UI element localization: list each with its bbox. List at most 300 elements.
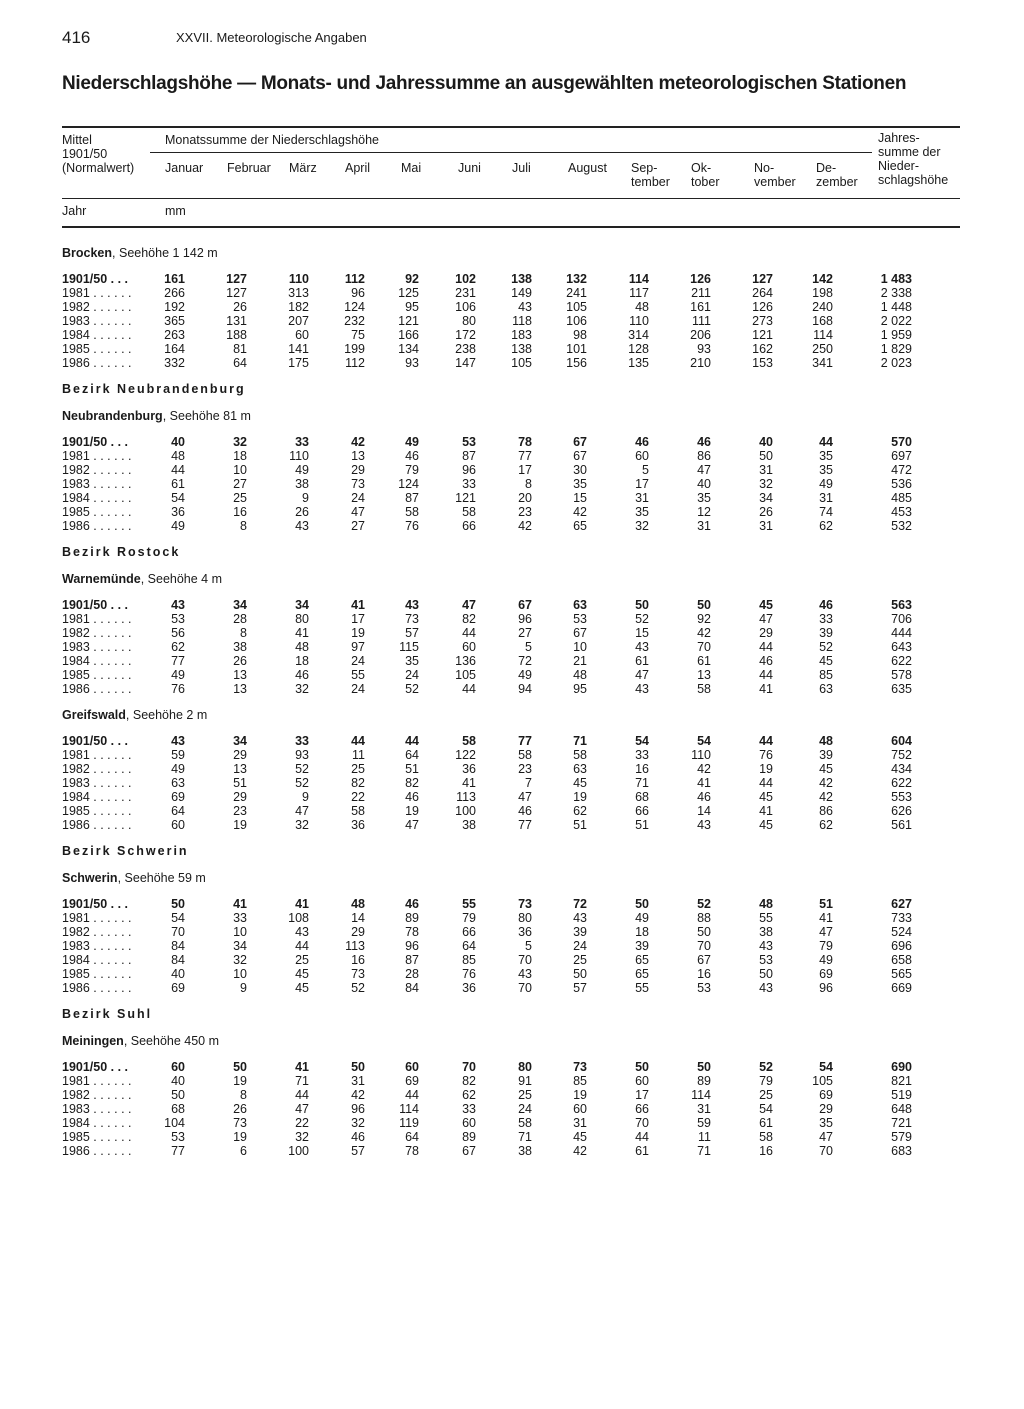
month-value-cell: 35 — [635, 505, 649, 519]
month-value-cell: 115 — [399, 640, 419, 654]
month-value-cell: 51 — [635, 818, 649, 832]
month-value-cell: 11 — [698, 1130, 711, 1144]
month-value-cell: 114 — [691, 1088, 711, 1102]
month-value-cell: 86 — [697, 449, 711, 463]
month-value-cell: 93 — [405, 356, 419, 370]
month-value-cell: 156 — [566, 356, 587, 370]
station-elevation: , Seehöhe 81 m — [162, 409, 251, 423]
month-value-cell: 79 — [405, 463, 419, 477]
annual-sum-cell: 519 — [891, 1088, 912, 1102]
station-elevation: , Seehöhe 450 m — [123, 1034, 220, 1048]
month-value-cell: 82 — [405, 776, 419, 790]
month-value-cell: 64 — [171, 804, 185, 818]
month-value-cell: 44 — [635, 1130, 649, 1144]
year-label: 1983 . . . . . . — [62, 776, 132, 790]
month-value-cell: 77 — [518, 449, 532, 463]
month-value-cell: 31 — [759, 463, 773, 477]
month-value-cell: 54 — [759, 1102, 773, 1116]
month-value-cell: 45 — [759, 598, 773, 612]
month-value-cell: 106 — [455, 300, 476, 314]
month-value-cell: 33 — [233, 911, 247, 925]
month-value-cell: 35 — [573, 477, 587, 491]
normal-value-row — [0, 598, 1024, 612]
month-value-cell: 10 — [233, 967, 247, 981]
month-value-cell: 86 — [819, 804, 833, 818]
month-value-cell: 127 — [226, 272, 247, 286]
month-value-cell: 10 — [573, 640, 587, 654]
month-value-cell: 28 — [405, 967, 419, 981]
month-value-cell: 60 — [635, 1074, 649, 1088]
month-value-cell: 49 — [171, 519, 185, 533]
month-value-cell: 135 — [628, 356, 649, 370]
month-value-cell: 114 — [628, 272, 649, 286]
year-row — [0, 626, 1024, 640]
month-value-cell: 13 — [351, 449, 365, 463]
month-value-cell: 29 — [819, 1102, 833, 1116]
month-value-cell: 341 — [812, 356, 833, 370]
annual-sum-cell: 1 829 — [880, 342, 912, 356]
year-label: 1901/50 . . . — [62, 1060, 129, 1074]
month-value-cell: 118 — [512, 314, 532, 328]
month-value-cell: 44 — [759, 668, 773, 682]
year-row — [0, 762, 1024, 776]
month-value-cell: 102 — [455, 272, 476, 286]
month-value-cell: 69 — [405, 1074, 419, 1088]
month-value-cell: 207 — [288, 314, 309, 328]
month-value-cell: 33 — [462, 477, 476, 491]
month-value-cell: 54 — [171, 491, 185, 505]
month-value-cell: 44 — [462, 682, 476, 696]
year-label: 1986 . . . . . . — [62, 356, 132, 370]
month-value-cell: 43 — [635, 640, 649, 654]
annual-label: Jahres- — [878, 131, 920, 145]
month-value-cell: 164 — [164, 342, 185, 356]
month-value-cell: 5 — [642, 463, 649, 477]
month-value-cell: 70 — [462, 1060, 476, 1074]
month-value-cell: 49 — [171, 668, 185, 682]
month-value-cell: 57 — [405, 626, 419, 640]
month-value-cell: 52 — [351, 981, 365, 995]
month-value-cell: 44 — [759, 640, 773, 654]
month-value-cell: 69 — [171, 790, 185, 804]
month-value-cell: 73 — [233, 1116, 247, 1130]
month-value-cell: 50 — [697, 598, 711, 612]
month-value-cell: 27 — [518, 626, 532, 640]
annual-sum-cell: 669 — [891, 981, 912, 995]
month-value-cell: 61 — [635, 654, 649, 668]
year-label: 1984 . . . . . . — [62, 790, 132, 804]
month-value-cell: 31 — [351, 1074, 365, 1088]
month-value-cell: 101 — [566, 342, 587, 356]
month-value-cell: 42 — [819, 790, 833, 804]
month-value-cell: 94 — [518, 682, 532, 696]
year-label: 1986 . . . . . . — [62, 519, 132, 533]
month-value-cell: 78 — [518, 435, 532, 449]
month-value-cell: 79 — [759, 1074, 773, 1088]
year-label: 1984 . . . . . . — [62, 953, 132, 967]
annual-label: Nieder- — [878, 159, 919, 173]
month-value-cell: 62 — [819, 519, 833, 533]
month-value-cell: 10 — [233, 925, 247, 939]
month-value-cell: 61 — [635, 1144, 649, 1158]
month-value-cell: 44 — [759, 734, 773, 748]
month-value-cell: 26 — [233, 300, 247, 314]
month-value-cell: 60 — [295, 328, 309, 342]
year-label: 1985 . . . . . . — [62, 505, 132, 519]
month-value-cell: 82 — [462, 612, 476, 626]
month-value-cell: 53 — [697, 981, 711, 995]
month-value-cell: 40 — [759, 435, 773, 449]
month-value-cell: 24 — [405, 668, 419, 682]
month-value-cell: 25 — [233, 491, 247, 505]
month-value-cell: 87 — [405, 491, 419, 505]
station-elevation: , Seehöhe 1 142 m — [112, 246, 218, 260]
year-row — [0, 463, 1024, 477]
month-value-cell: 65 — [635, 953, 649, 967]
month-header: Juli — [512, 161, 531, 175]
month-value-cell: 69 — [819, 1088, 833, 1102]
month-value-cell: 44 — [819, 435, 833, 449]
month-value-cell: 60 — [171, 1060, 185, 1074]
month-value-cell: 70 — [518, 981, 532, 995]
annual-sum-cell: 706 — [891, 612, 912, 626]
month-value-cell: 70 — [697, 640, 711, 654]
month-value-cell: 52 — [697, 897, 711, 911]
station-heading — [62, 409, 251, 423]
year-label: 1901/50 . . . — [62, 897, 129, 911]
month-value-cell: 95 — [405, 300, 419, 314]
year-row — [0, 1116, 1024, 1130]
month-value-cell: 332 — [164, 356, 185, 370]
month-value-cell: 96 — [819, 981, 833, 995]
month-value-cell: 43 — [573, 911, 587, 925]
year-row — [0, 1088, 1024, 1102]
month-value-cell: 16 — [697, 967, 711, 981]
month-value-cell: 132 — [566, 272, 587, 286]
month-value-cell: 50 — [635, 897, 649, 911]
month-value-cell: 71 — [518, 1130, 532, 1144]
month-value-cell: 138 — [511, 272, 532, 286]
month-value-cell: 47 — [635, 668, 649, 682]
month-value-cell: 23 — [233, 804, 247, 818]
year-row — [0, 804, 1024, 818]
year-label: 1984 . . . . . . — [62, 1116, 132, 1130]
month-value-cell: 48 — [819, 734, 833, 748]
normal-value-row — [0, 435, 1024, 449]
month-value-cell: 73 — [573, 1060, 587, 1074]
month-value-cell: 46 — [819, 598, 833, 612]
month-value-cell: 63 — [171, 776, 185, 790]
year-row — [0, 790, 1024, 804]
month-header: Ok- — [691, 161, 712, 175]
year-label: 1981 . . . . . . — [62, 911, 132, 925]
month-value-cell: 55 — [635, 981, 649, 995]
year-label: 1981 . . . . . . — [62, 286, 132, 300]
month-value-cell: 58 — [518, 1116, 532, 1130]
month-value-cell: 19 — [351, 626, 365, 640]
month-value-cell: 31 — [573, 1116, 587, 1130]
month-value-cell: 41 — [759, 682, 773, 696]
month-value-cell: 55 — [759, 911, 773, 925]
month-value-cell: 33 — [635, 748, 649, 762]
month-value-cell: 26 — [759, 505, 773, 519]
month-value-cell: 51 — [405, 762, 419, 776]
month-value-cell: 70 — [518, 953, 532, 967]
year-row — [0, 640, 1024, 654]
month-value-cell: 50 — [233, 1060, 247, 1074]
month-value-cell: 46 — [697, 790, 711, 804]
month-value-cell: 38 — [518, 1144, 532, 1158]
month-value-cell: 60 — [462, 640, 476, 654]
month-value-cell: 62 — [171, 640, 185, 654]
month-value-cell: 32 — [295, 1130, 309, 1144]
year-label: 1983 . . . . . . — [62, 1102, 132, 1116]
month-value-cell: 55 — [462, 897, 476, 911]
month-value-cell: 76 — [405, 519, 419, 533]
year-row — [0, 967, 1024, 981]
annual-sum-cell: 563 — [891, 598, 912, 612]
month-value-cell: 110 — [691, 748, 711, 762]
annual-sum-cell: 532 — [891, 519, 912, 533]
month-value-cell: 19 — [405, 804, 419, 818]
month-value-cell: 76 — [171, 682, 185, 696]
month-value-cell: 41 — [233, 897, 247, 911]
month-value-cell: 44 — [462, 626, 476, 640]
month-value-cell: 12 — [697, 505, 711, 519]
month-value-cell: 105 — [812, 1074, 833, 1088]
month-value-cell: 43 — [171, 598, 185, 612]
month-value-cell: 96 — [351, 286, 365, 300]
header-top-rule — [62, 126, 960, 128]
month-value-cell: 14 — [697, 804, 711, 818]
month-value-cell: 48 — [351, 897, 365, 911]
month-value-cell: 64 — [462, 939, 476, 953]
year-row — [0, 748, 1024, 762]
month-value-cell: 43 — [759, 939, 773, 953]
month-value-cell: 67 — [462, 1144, 476, 1158]
month-value-cell: 60 — [635, 449, 649, 463]
month-value-cell: 66 — [462, 519, 476, 533]
month-value-cell: 40 — [171, 967, 185, 981]
annual-sum-cell: 752 — [891, 748, 912, 762]
month-value-cell: 64 — [233, 356, 247, 370]
month-value-cell: 87 — [405, 953, 419, 967]
month-value-cell: 192 — [164, 300, 185, 314]
month-value-cell: 43 — [759, 981, 773, 995]
month-value-cell: 31 — [635, 491, 649, 505]
month-value-cell: 34 — [759, 491, 773, 505]
month-value-cell: 58 — [462, 505, 476, 519]
month-value-cell: 61 — [171, 477, 185, 491]
year-label: 1985 . . . . . . — [62, 342, 132, 356]
month-value-cell: 10 — [233, 463, 247, 477]
month-value-cell: 35 — [819, 1116, 833, 1130]
month-value-cell: 57 — [573, 981, 587, 995]
header-bottom-rule — [62, 226, 960, 228]
month-value-cell: 15 — [635, 626, 649, 640]
annual-sum-cell: 635 — [891, 682, 912, 696]
month-value-cell: 27 — [351, 519, 365, 533]
month-value-cell: 16 — [759, 1144, 773, 1158]
year-label: 1983 . . . . . . — [62, 477, 132, 491]
month-value-cell: 43 — [295, 519, 309, 533]
month-value-cell: 89 — [405, 911, 419, 925]
normal-value-row — [0, 897, 1024, 911]
header-group-rule — [150, 152, 872, 153]
month-value-cell: 29 — [233, 748, 247, 762]
month-value-cell: 182 — [288, 300, 309, 314]
month-value-cell: 168 — [812, 314, 833, 328]
month-value-cell: 50 — [697, 1060, 711, 1074]
month-value-cell: 47 — [819, 1130, 833, 1144]
month-value-cell: 77 — [518, 818, 532, 832]
month-header: Sep- — [631, 161, 658, 175]
month-value-cell: 112 — [345, 356, 365, 370]
month-value-cell: 93 — [697, 342, 711, 356]
month-value-cell: 76 — [759, 748, 773, 762]
month-value-cell: 105 — [511, 356, 532, 370]
month-value-cell: 69 — [171, 981, 185, 995]
month-value-cell: 96 — [462, 463, 476, 477]
month-value-cell: 22 — [351, 790, 365, 804]
month-value-cell: 96 — [518, 612, 532, 626]
month-value-cell: 153 — [752, 356, 773, 370]
month-value-cell: 29 — [351, 925, 365, 939]
year-row — [0, 449, 1024, 463]
month-value-cell: 53 — [759, 953, 773, 967]
month-value-cell: 43 — [518, 300, 532, 314]
station-name: Brocken — [62, 246, 113, 260]
month-value-cell: 79 — [462, 911, 476, 925]
month-value-cell: 59 — [697, 1116, 711, 1130]
month-value-cell: 142 — [812, 272, 833, 286]
month-value-cell: 38 — [462, 818, 476, 832]
year-row — [0, 477, 1024, 491]
month-value-cell: 188 — [226, 328, 247, 342]
month-value-cell: 100 — [288, 1144, 309, 1158]
month-value-cell: 41 — [295, 1060, 309, 1074]
month-value-cell: 24 — [351, 491, 365, 505]
month-value-cell: 44 — [405, 734, 419, 748]
month-value-cell: 95 — [573, 682, 587, 696]
month-header: tober — [691, 175, 720, 189]
month-value-cell: 313 — [288, 286, 309, 300]
month-value-cell: 32 — [295, 818, 309, 832]
year-row — [0, 356, 1024, 370]
month-value-cell: 7 — [525, 776, 532, 790]
year-row — [0, 505, 1024, 519]
month-value-cell: 113 — [456, 790, 476, 804]
month-value-cell: 19 — [759, 762, 773, 776]
month-value-cell: 110 — [629, 314, 649, 328]
year-label: 1985 . . . . . . — [62, 668, 132, 682]
year-label: 1984 . . . . . . — [62, 654, 132, 668]
month-value-cell: 64 — [405, 748, 419, 762]
month-value-cell: 113 — [345, 939, 365, 953]
month-header: De- — [816, 161, 837, 175]
month-value-cell: 85 — [819, 668, 833, 682]
page-number: 416 — [62, 28, 91, 47]
month-value-cell: 33 — [819, 612, 833, 626]
month-value-cell: 34 — [233, 734, 247, 748]
month-value-cell: 18 — [295, 654, 309, 668]
month-value-cell: 240 — [812, 300, 833, 314]
month-value-cell: 59 — [171, 748, 185, 762]
month-value-cell: 21 — [573, 654, 587, 668]
month-value-cell: 104 — [164, 1116, 185, 1130]
month-value-cell: 46 — [759, 654, 773, 668]
month-value-cell: 85 — [573, 1074, 587, 1088]
year-label: 1983 . . . . . . — [62, 640, 132, 654]
month-value-cell: 127 — [752, 272, 773, 286]
month-value-cell: 14 — [351, 911, 365, 925]
annual-sum-cell: 578 — [891, 668, 912, 682]
month-value-cell: 121 — [752, 328, 773, 342]
month-value-cell: 45 — [295, 981, 309, 995]
year-row — [0, 939, 1024, 953]
year-label: 1981 . . . . . . — [62, 612, 132, 626]
month-value-cell: 48 — [635, 300, 649, 314]
month-value-cell: 263 — [164, 328, 185, 342]
year-label: 1901/50 . . . — [62, 435, 129, 449]
month-value-cell: 43 — [295, 925, 309, 939]
month-value-cell: 241 — [566, 286, 587, 300]
month-value-cell: 17 — [518, 463, 532, 477]
month-value-cell: 62 — [819, 818, 833, 832]
month-value-cell: 50 — [351, 1060, 365, 1074]
year-label: 1985 . . . . . . — [62, 967, 132, 981]
month-value-cell: 5 — [525, 939, 532, 953]
month-value-cell: 45 — [759, 818, 773, 832]
month-value-cell: 44 — [405, 1088, 419, 1102]
year-row — [0, 300, 1024, 314]
year-row — [0, 668, 1024, 682]
month-value-cell: 85 — [462, 953, 476, 967]
month-value-cell: 42 — [697, 626, 711, 640]
month-value-cell: 42 — [518, 519, 532, 533]
month-value-cell: 60 — [462, 1116, 476, 1130]
year-label: 1985 . . . . . . — [62, 804, 132, 818]
month-value-cell: 50 — [171, 897, 185, 911]
month-value-cell: 58 — [759, 1130, 773, 1144]
month-value-cell: 250 — [812, 342, 833, 356]
month-value-cell: 39 — [573, 925, 587, 939]
month-value-cell: 31 — [819, 491, 833, 505]
month-value-cell: 19 — [573, 790, 587, 804]
month-value-cell: 36 — [462, 762, 476, 776]
month-value-cell: 84 — [171, 939, 185, 953]
month-value-cell: 41 — [295, 626, 309, 640]
month-value-cell: 82 — [351, 776, 365, 790]
month-value-cell: 54 — [819, 1060, 833, 1074]
month-value-cell: 43 — [405, 598, 419, 612]
month-value-cell: 365 — [164, 314, 185, 328]
year-row — [0, 491, 1024, 505]
month-value-cell: 80 — [518, 1060, 532, 1074]
month-value-cell: 8 — [240, 519, 247, 533]
annual-sum-cell: 1 959 — [880, 328, 912, 342]
month-value-cell: 77 — [171, 654, 185, 668]
month-value-cell: 65 — [635, 967, 649, 981]
month-value-cell: 46 — [518, 804, 532, 818]
year-row — [0, 1102, 1024, 1116]
year-label: 1982 . . . . . . — [62, 463, 132, 477]
month-value-cell: 51 — [573, 818, 587, 832]
month-value-cell: 22 — [295, 1116, 309, 1130]
month-value-cell: 80 — [462, 314, 476, 328]
month-value-cell: 16 — [233, 505, 247, 519]
annual-sum-cell: 561 — [891, 818, 912, 832]
